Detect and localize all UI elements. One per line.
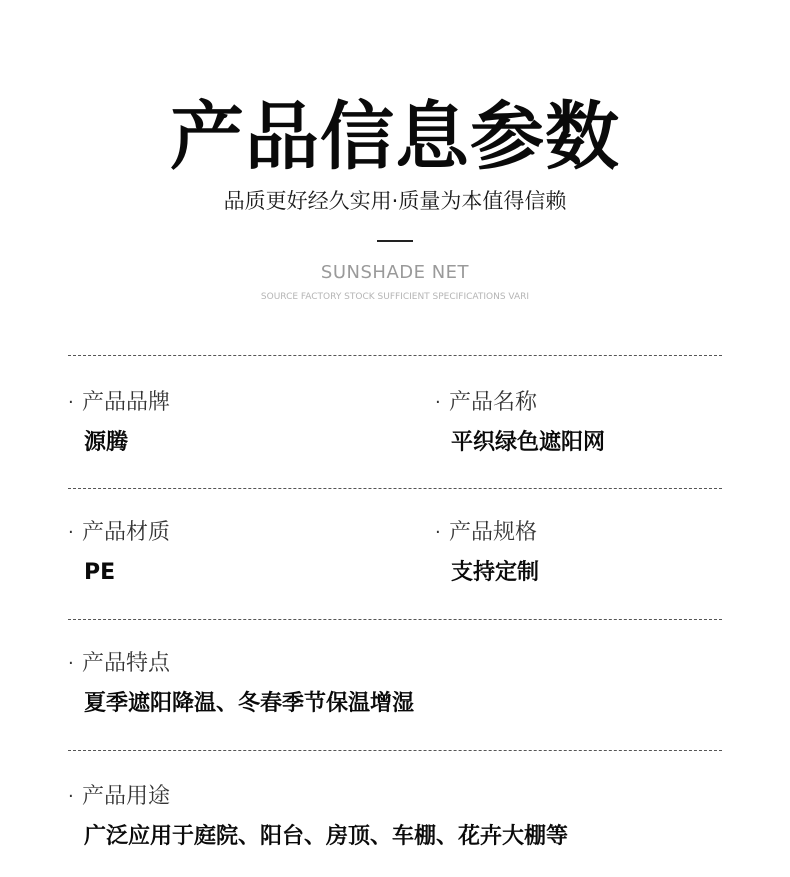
spec-size-value: 支持定制 xyxy=(451,560,540,585)
title-underline xyxy=(377,240,413,242)
spec-feature-value: 夏季遮阳降温、冬春季节保温增湿 xyxy=(84,691,415,716)
spec-material-value: PE xyxy=(84,560,116,585)
bullet: · xyxy=(435,522,441,543)
spec-name-label: 产品名称 xyxy=(449,390,538,415)
divider xyxy=(68,619,722,620)
bullet: · xyxy=(68,653,74,674)
spec-material xyxy=(68,518,170,588)
divider xyxy=(68,355,722,356)
bullet: · xyxy=(68,522,74,543)
spec-size xyxy=(435,518,539,588)
spec-feature-label: 产品特点 xyxy=(82,651,171,676)
bullet: · xyxy=(68,392,74,413)
page-title: 产品信息参数 xyxy=(170,94,620,180)
divider xyxy=(68,488,722,489)
spec-name xyxy=(435,388,605,458)
spec-feature xyxy=(68,649,414,719)
spec-usage-value: 广泛应用于庭院、阳台、房顶、车棚、花卉大棚等 xyxy=(84,824,569,849)
spec-material-label: 产品材质 xyxy=(82,520,171,545)
spec-name-value: 平织绿色遮阳网 xyxy=(451,430,606,455)
spec-size-label: 产品规格 xyxy=(449,520,538,545)
spec-usage-label: 产品用途 xyxy=(82,784,171,809)
page-subtitle: 品质更好经久实用·质量为本值得信赖 xyxy=(223,189,567,213)
english-subtitle: SOURCE FACTORY STOCK SUFFICIENT SPECIFICATIONS VARI xyxy=(260,292,530,302)
spec-brand-label: 产品品牌 xyxy=(82,390,171,415)
divider xyxy=(68,750,722,751)
spec-usage xyxy=(68,782,568,852)
spec-brand-value: 源腾 xyxy=(84,430,129,455)
bullet: · xyxy=(68,786,74,807)
bullet: · xyxy=(435,392,441,413)
english-title: SUNSHADE NET xyxy=(320,262,470,283)
spec-brand xyxy=(68,388,170,458)
